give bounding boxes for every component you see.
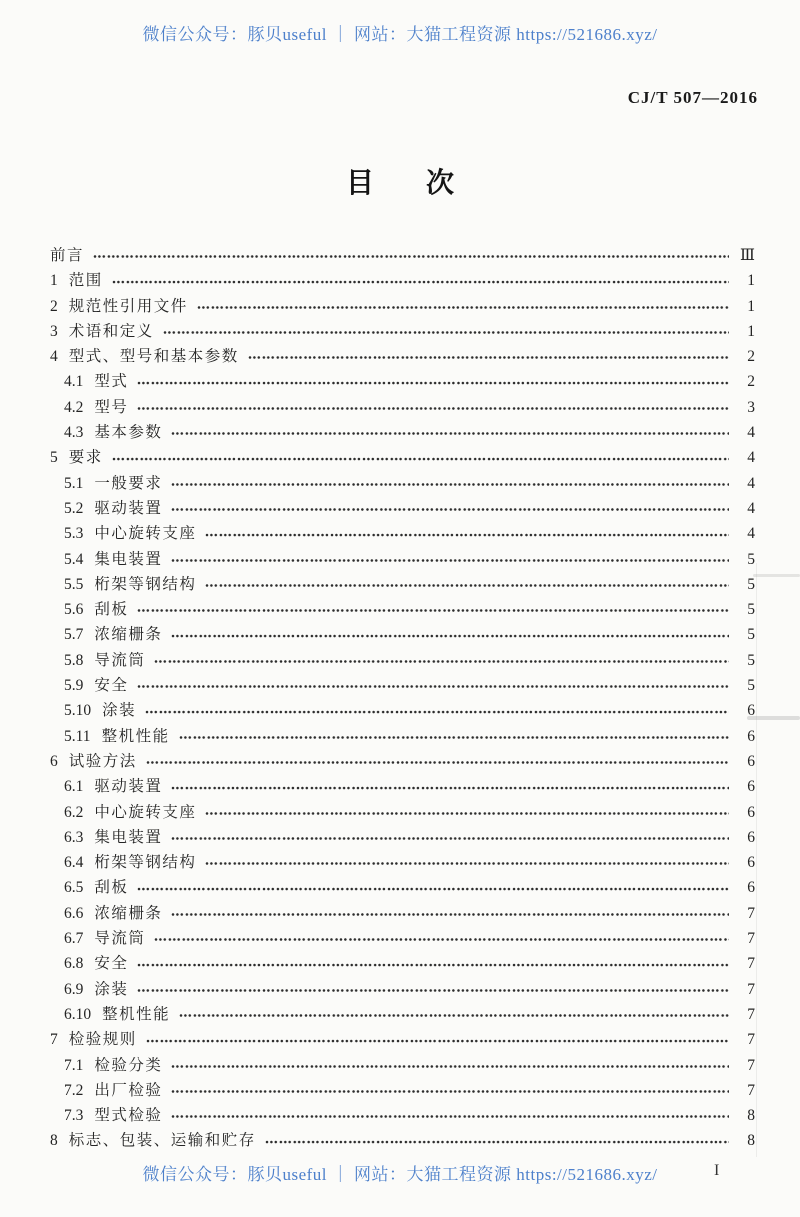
dot-leader bbox=[171, 901, 729, 926]
toc-entry-label: 浓缩栅条 bbox=[94, 626, 163, 644]
dot-leader bbox=[154, 926, 729, 951]
dot-leader bbox=[248, 344, 729, 369]
toc-entry-number: 7 bbox=[50, 1031, 58, 1049]
toc-entry-label: 安全 bbox=[94, 955, 129, 973]
dot-leader bbox=[137, 951, 729, 976]
toc-entry-number: 8 bbox=[50, 1132, 58, 1150]
toc-entry-label: 要求 bbox=[68, 449, 103, 467]
toc-entry-number: 6.1 bbox=[64, 778, 84, 796]
page-title: 目 次 bbox=[345, 168, 466, 199]
toc-entry-number: 5.10 bbox=[64, 702, 92, 720]
toc-entry-page: 5 bbox=[747, 626, 755, 644]
toc-entry bbox=[50, 319, 755, 344]
toc-entry-page: 7 bbox=[747, 1031, 755, 1049]
toc-entry-label: 型式、型号和基本参数 bbox=[68, 348, 239, 366]
toc-entry-number: 6.10 bbox=[64, 1005, 92, 1023]
toc-entry-number: 6.4 bbox=[64, 854, 84, 872]
dot-leader bbox=[137, 875, 729, 900]
toc-entry-label: 前言 bbox=[50, 247, 85, 264]
toc-entry-label: 整机性能 bbox=[101, 727, 170, 745]
toc-entry-page: 1 bbox=[747, 322, 755, 340]
toc-entry-page: 5 bbox=[747, 575, 755, 593]
toc-entry-page: 8 bbox=[747, 1132, 755, 1150]
toc-entry bbox=[50, 597, 755, 622]
toc-entry bbox=[50, 901, 755, 926]
dot-leader bbox=[171, 825, 729, 850]
toc-entry-page: 7 bbox=[747, 980, 755, 998]
toc-entry-number: 4.2 bbox=[64, 398, 84, 416]
toc-entry-label: 出厂检验 bbox=[94, 1081, 163, 1099]
toc-entry-page: 1 bbox=[747, 272, 755, 290]
toc-entry bbox=[50, 698, 755, 723]
toc-entry bbox=[50, 1002, 755, 1027]
toc-entry-number: 6.6 bbox=[64, 904, 84, 922]
toc-entry-label: 中心旋转支座 bbox=[94, 803, 197, 821]
toc-entry-page: 3 bbox=[747, 398, 755, 416]
dot-leader bbox=[179, 1002, 729, 1027]
toc-entry-number: 5.1 bbox=[64, 474, 84, 492]
dot-leader bbox=[171, 622, 729, 647]
toc-entry bbox=[50, 673, 755, 698]
toc-entry bbox=[50, 1078, 755, 1103]
toc-entry-label: 型式 bbox=[94, 373, 129, 391]
toc-entry-label: 型式检验 bbox=[94, 1107, 163, 1125]
toc-list bbox=[50, 243, 755, 1154]
toc-entry-label: 规范性引用文件 bbox=[68, 297, 188, 315]
toc-entry-page: 6 bbox=[747, 803, 755, 821]
dot-leader bbox=[179, 724, 729, 749]
dot-leader bbox=[205, 521, 729, 546]
toc-entry-page: 6 bbox=[747, 702, 755, 720]
toc-entry bbox=[50, 926, 755, 951]
toc-entry-label: 术语和定义 bbox=[68, 322, 154, 340]
toc-entry bbox=[50, 445, 755, 470]
toc-entry-label: 集电装置 bbox=[94, 828, 163, 846]
toc-entry-number: 5.2 bbox=[64, 499, 84, 517]
dot-leader bbox=[137, 673, 729, 698]
scan-artifact-smudge bbox=[747, 716, 800, 720]
toc-entry-number: 6.9 bbox=[64, 980, 84, 998]
toc-entry bbox=[50, 622, 755, 647]
toc-entry-page: 4 bbox=[747, 474, 755, 492]
toc-entry-page: 4 bbox=[747, 499, 755, 517]
dot-leader bbox=[171, 471, 729, 496]
toc-entry-number: 6.2 bbox=[64, 803, 84, 821]
standard-code: CJ/T 507—2016 bbox=[627, 88, 758, 107]
toc-entry-number: 6.8 bbox=[64, 955, 84, 973]
toc-entry bbox=[50, 344, 755, 369]
toc-entry bbox=[50, 875, 755, 900]
dot-leader bbox=[171, 547, 729, 572]
toc-entry-label: 整机性能 bbox=[102, 1005, 171, 1023]
dot-leader bbox=[171, 420, 729, 445]
toc-entry-page: 6 bbox=[747, 854, 755, 872]
dot-leader bbox=[112, 268, 729, 293]
dot-leader bbox=[137, 369, 729, 394]
toc-entry-label: 检验规则 bbox=[68, 1031, 137, 1049]
toc-entry-page: 6 bbox=[747, 752, 755, 770]
dot-leader bbox=[205, 572, 729, 597]
toc-entry bbox=[50, 951, 755, 976]
toc-entry-number: 5.6 bbox=[64, 601, 84, 619]
dot-leader bbox=[137, 597, 729, 622]
watermark-bottom: 微信公众号：豚贝useful ｜ 网站：大猫工程资源 https://521686.xyz/ bbox=[142, 1165, 658, 1184]
toc-entry bbox=[50, 268, 755, 293]
toc-entry-label: 导流筒 bbox=[94, 651, 146, 669]
dot-leader bbox=[163, 319, 729, 344]
toc-entry-label: 检验分类 bbox=[94, 1056, 163, 1074]
dot-leader bbox=[171, 1053, 729, 1078]
toc-entry-number: 5.3 bbox=[64, 525, 84, 543]
toc-entry-page: 1 bbox=[747, 297, 755, 315]
dot-leader bbox=[137, 977, 729, 1002]
dot-leader bbox=[146, 749, 729, 774]
toc-entry bbox=[50, 1128, 755, 1153]
toc-entry-label: 一般要求 bbox=[94, 474, 163, 492]
toc-entry-page: Ⅲ bbox=[740, 247, 755, 264]
toc-entry-number: 3 bbox=[50, 322, 58, 340]
toc-entry bbox=[50, 243, 755, 268]
toc-entry-label: 试验方法 bbox=[68, 752, 137, 770]
toc-entry-number: 5 bbox=[50, 449, 58, 467]
toc-entry-number: 5.8 bbox=[64, 651, 84, 669]
toc-entry-number: 7.1 bbox=[64, 1056, 84, 1074]
scan-artifact-smudge bbox=[753, 574, 800, 577]
toc-entry-page: 2 bbox=[747, 348, 755, 366]
dot-leader bbox=[265, 1128, 729, 1153]
toc-entry-number: 7.3 bbox=[64, 1107, 84, 1125]
toc-entry-page: 6 bbox=[747, 879, 755, 897]
toc-entry bbox=[50, 420, 755, 445]
toc-entry-page: 6 bbox=[747, 727, 755, 745]
dot-leader bbox=[171, 1103, 729, 1128]
toc-entry-label: 刮板 bbox=[94, 879, 129, 897]
toc-entry bbox=[50, 471, 755, 496]
toc-entry-label: 驱动装置 bbox=[94, 499, 163, 517]
dot-leader bbox=[146, 1027, 729, 1052]
toc-entry-page: 5 bbox=[747, 677, 755, 695]
toc-entry bbox=[50, 395, 755, 420]
dot-leader bbox=[197, 294, 729, 319]
toc-entry-page: 7 bbox=[747, 955, 755, 973]
toc-entry-page: 6 bbox=[747, 778, 755, 796]
dot-leader bbox=[112, 445, 729, 470]
toc-entry-label: 安全 bbox=[94, 677, 129, 695]
toc-entry-label: 刮板 bbox=[94, 601, 129, 619]
toc-entry-number: 5.5 bbox=[64, 575, 84, 593]
toc-entry bbox=[50, 977, 755, 1002]
page-number: I bbox=[714, 1162, 721, 1179]
toc-entry-number: 4.1 bbox=[64, 373, 84, 391]
toc-entry bbox=[50, 547, 755, 572]
dot-leader bbox=[93, 243, 729, 268]
toc-entry-label: 型号 bbox=[94, 398, 129, 416]
toc-entry-page: 7 bbox=[747, 1005, 755, 1023]
toc-entry bbox=[50, 294, 755, 319]
toc-entry-number: 2 bbox=[50, 297, 58, 315]
toc-entry-page: 5 bbox=[747, 601, 755, 619]
toc-entry-label: 涂装 bbox=[94, 980, 129, 998]
toc-entry bbox=[50, 1053, 755, 1078]
toc-entry-page: 7 bbox=[747, 904, 755, 922]
toc-entry-number: 5.11 bbox=[64, 727, 91, 745]
toc-entry bbox=[50, 369, 755, 394]
toc-entry-page: 8 bbox=[747, 1107, 755, 1125]
toc-entry-label: 桁架等钢结构 bbox=[94, 575, 197, 593]
dot-leader bbox=[137, 395, 729, 420]
toc-entry-number: 4 bbox=[50, 348, 58, 366]
toc-entry-number: 5.4 bbox=[64, 550, 84, 568]
toc-entry-page: 4 bbox=[747, 525, 755, 543]
toc-entry-number: 6.3 bbox=[64, 828, 84, 846]
toc-entry-label: 导流筒 bbox=[94, 930, 146, 948]
toc-entry bbox=[50, 496, 755, 521]
watermark-top: 微信公众号：豚贝useful ｜ 网站：大猫工程资源 https://521686.xyz/ bbox=[142, 25, 658, 44]
toc-entry bbox=[50, 774, 755, 799]
toc-entry-label: 涂装 bbox=[102, 702, 137, 720]
toc-entry-page: 4 bbox=[747, 449, 755, 467]
toc-entry-label: 浓缩栅条 bbox=[94, 904, 163, 922]
toc-entry-number: 6 bbox=[50, 752, 58, 770]
dot-leader bbox=[171, 496, 729, 521]
toc-entry bbox=[50, 850, 755, 875]
toc-entry bbox=[50, 1103, 755, 1128]
toc-entry-page: 4 bbox=[747, 424, 755, 442]
toc-entry-number: 1 bbox=[50, 272, 58, 290]
toc-entry-number: 5.9 bbox=[64, 677, 84, 695]
dot-leader bbox=[154, 648, 729, 673]
scan-artifact-vertical-line bbox=[756, 563, 757, 1157]
toc-entry bbox=[50, 648, 755, 673]
toc-entry bbox=[50, 521, 755, 546]
toc-entry-number: 7.2 bbox=[64, 1081, 84, 1099]
toc-entry-page: 6 bbox=[747, 828, 755, 846]
toc-entry bbox=[50, 800, 755, 825]
toc-entry-page: 2 bbox=[747, 373, 755, 391]
toc-entry bbox=[50, 572, 755, 597]
toc-entry-page: 5 bbox=[747, 651, 755, 669]
toc-entry-number: 5.7 bbox=[64, 626, 84, 644]
toc-entry-page: 7 bbox=[747, 1056, 755, 1074]
toc-entry-label: 标志、包装、运输和贮存 bbox=[68, 1132, 256, 1150]
dot-leader bbox=[171, 774, 729, 799]
toc-entry-page: 7 bbox=[747, 1081, 755, 1099]
toc-entry bbox=[50, 724, 755, 749]
toc-entry-page: 5 bbox=[747, 550, 755, 568]
dot-leader bbox=[205, 800, 729, 825]
dot-leader bbox=[145, 698, 729, 723]
dot-leader bbox=[205, 850, 729, 875]
toc-entry-label: 基本参数 bbox=[94, 424, 163, 442]
toc-entry-number: 6.5 bbox=[64, 879, 84, 897]
toc-entry bbox=[50, 825, 755, 850]
toc-entry-label: 中心旋转支座 bbox=[94, 525, 197, 543]
toc-entry bbox=[50, 749, 755, 774]
toc-entry-number: 4.3 bbox=[64, 424, 84, 442]
toc-entry-number: 6.7 bbox=[64, 930, 84, 948]
toc-entry bbox=[50, 1027, 755, 1052]
toc-entry-label: 驱动装置 bbox=[94, 778, 163, 796]
toc-entry-label: 集电装置 bbox=[94, 550, 163, 568]
dot-leader bbox=[171, 1078, 729, 1103]
toc-entry-page: 7 bbox=[747, 930, 755, 948]
toc-entry-label: 范围 bbox=[68, 272, 103, 290]
toc-entry-label: 桁架等钢结构 bbox=[94, 854, 197, 872]
